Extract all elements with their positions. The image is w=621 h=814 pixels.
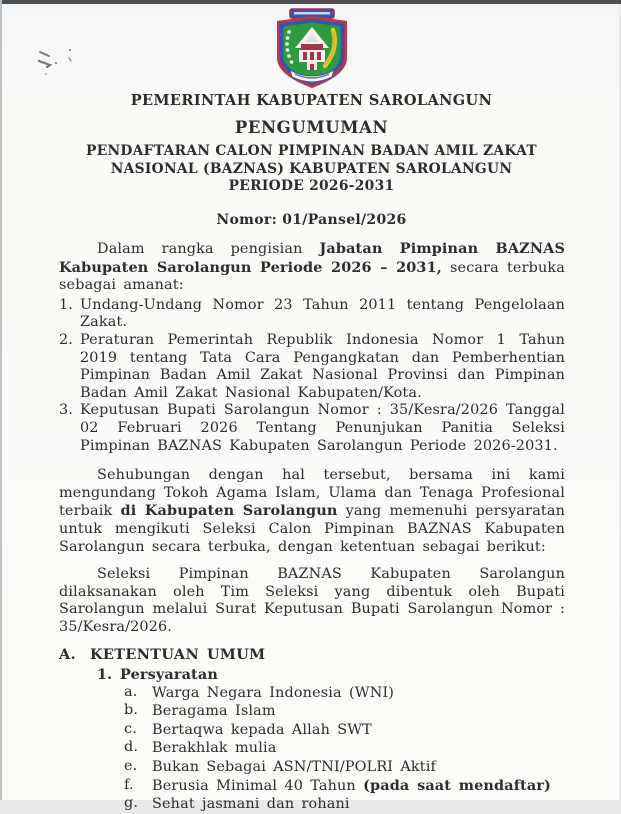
section-a-heading <box>59 646 565 664</box>
legal-item <box>59 297 565 332</box>
paragraph-invitation <box>59 467 565 556</box>
logo-container <box>2 8 621 94</box>
requirement-text-plain: Bertaqwa kepada Allah SWT <box>152 721 372 738</box>
paragraph-invitation-bold: di Kabupaten Sarolangun <box>120 502 338 520</box>
section-a-title: KETENTUAN UMUM <box>90 646 266 664</box>
paragraph-intro-text: Dalam rangka pengisian <box>97 241 320 257</box>
requirement-letter: g. <box>124 795 139 812</box>
requirement-text-plain: Beragama Islam <box>152 703 276 720</box>
requirement-letter: f. <box>124 776 134 793</box>
requirement-item <box>124 739 565 758</box>
requirement-text <box>152 777 565 796</box>
legal-item-text: Undang-Undang Nomor 23 Tahun 2011 tentang Pengelolaan Zakat. <box>80 296 565 331</box>
requirement-text <box>152 739 565 758</box>
document-body <box>59 240 565 814</box>
legal-item-text: Peraturan Pemerintah Republik Indonesia Nomor 1 Tahun 2019 tentang Tata Cara Pengangkatan dan Pemberhentian Pimpinan Badan Amil Zakat Nasional Provinsi dan Pimpinan Badan Amil Zakat Nasional Kabupaten/Kota. <box>80 331 565 401</box>
announcement-title <box>2 143 621 196</box>
legal-item-number: 3. <box>59 402 74 419</box>
requirement-letter: d. <box>124 739 139 756</box>
requirement-item <box>124 758 565 777</box>
requirement-item <box>124 684 565 703</box>
requirement-item <box>124 721 565 740</box>
requirement-item <box>124 702 565 721</box>
requirement-letter: c. <box>124 720 137 737</box>
legal-item-number: 2. <box>59 331 74 348</box>
title-line-2: NASIONAL (BAZNAS) KABUPATEN SAROLANGUN <box>110 160 513 177</box>
requirement-text-plain: Sehat jasmani dan rohani <box>152 796 350 813</box>
paragraph-intro-tail: secara terbuka sebagai amanat: <box>59 259 565 294</box>
requirement-text <box>152 684 565 703</box>
requirement-text-bold: (pada saat mendaftar) <box>363 776 552 794</box>
paragraph-invitation-tail: yang memenuhi persyaratan untuk mengikuti Seleksi Calon Pimpinan BAZNAS Kabupaten Sarolangun secara terbuka, dengan ketentuan sebagai berikut: <box>59 503 565 555</box>
legal-item-number: 1. <box>59 296 74 313</box>
legal-item <box>59 402 565 455</box>
requirement-item <box>124 777 565 796</box>
requirement-text-plain: Berusia Minimal 40 Tahun <box>152 777 364 794</box>
requirements-list <box>124 684 565 814</box>
paragraph-intro-bold: Jabatan Pimpinan BAZNAS Kabupaten Sarolangun Periode 2026 – 2031, <box>59 240 565 276</box>
requirement-text-plain: Berakhlak mulia <box>152 740 277 757</box>
paragraph-intro <box>59 240 565 295</box>
subsection-persyaratan: 1. Persyaratan <box>97 666 218 684</box>
requirement-letter: e. <box>124 758 138 775</box>
scan-top-edge <box>2 0 621 4</box>
sarolangun-crest-logo <box>259 8 365 90</box>
legal-item <box>59 332 565 402</box>
section-a-label: A. <box>59 646 76 664</box>
requirement-text <box>152 702 565 721</box>
requirement-text-plain: Warga Negara Indonesia (WNI) <box>152 684 395 701</box>
paragraph-selection: Seleksi Pimpinan BAZNAS Kabupaten Sarolangun dilaksanakan oleh Tim Seleksi yang dibentuk oleh Bupati Sarolangun melalui Surat Keputusan Bupati Sarolangun Nomor : 35/Kesra/2026. <box>59 566 565 635</box>
agency-name: PEMERINTAH KABUPATEN SAROLANGUN <box>130 92 493 109</box>
title-line-3: PERIODE 2026-2031 <box>228 178 395 195</box>
legal-basis-list <box>59 297 565 455</box>
requirement-item <box>124 795 565 814</box>
requirement-text <box>152 758 565 777</box>
requirement-text <box>152 795 565 814</box>
requirement-text-plain: Bukan Sebagai ASN/TNI/POLRI Aktif <box>152 759 436 776</box>
requirement-letter: b. <box>124 702 139 719</box>
document-number: Nomor: 01/Pansel/2026 <box>216 211 407 228</box>
document-type-title: PENGUMUMAN <box>234 118 389 137</box>
title-line-1: PENDAFTARAN CALON PIMPINAN BADAN AMIL ZAKAT <box>86 143 537 159</box>
paragraph-invitation-text: Sehubungan dengan hal tersebut, bersama ini kami mengundang Tokoh Agama Islam, Ulama dan Tenaga Profesional terbaik <box>59 467 565 520</box>
requirement-letter: a. <box>124 683 138 700</box>
document-header <box>2 92 621 228</box>
requirement-text <box>152 721 565 740</box>
legal-item-text: Keputusan Bupati Sarolangun Nomor : 35/Kesra/2026 Tanggal 02 Februari 2026 Tentang Penunjukan Panitia Seleksi Pimpinan BAZNAS Kabupaten Sarolangun Periode 2026-2031. <box>80 402 565 454</box>
